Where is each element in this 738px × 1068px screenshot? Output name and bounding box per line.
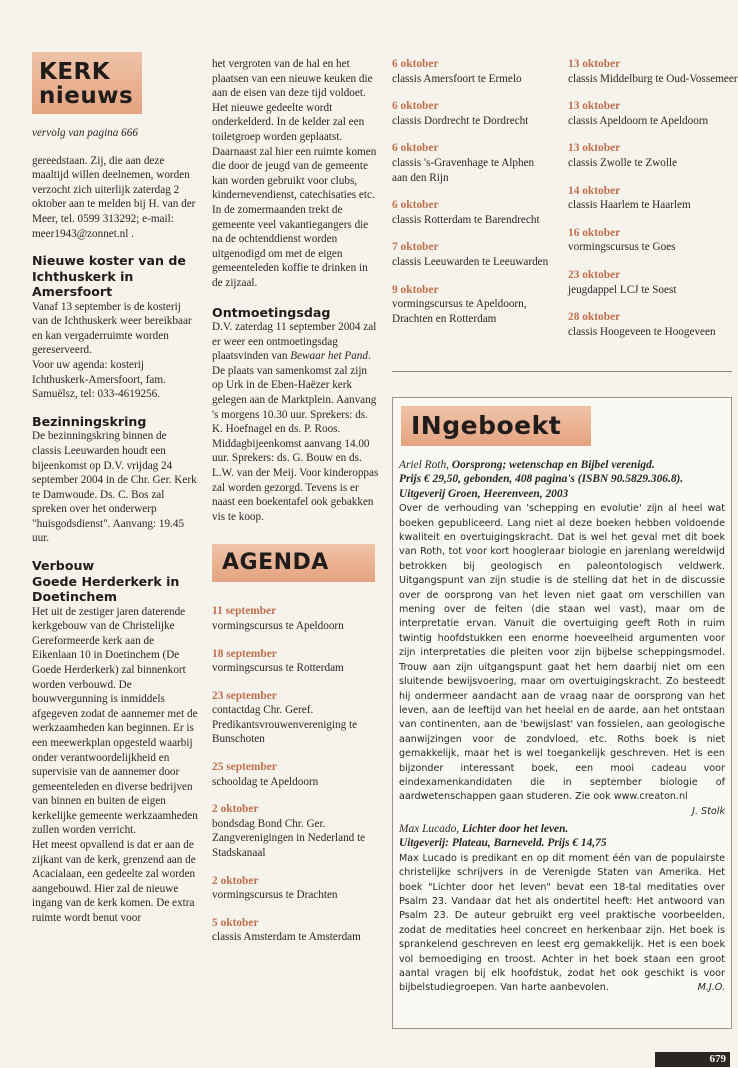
agenda-item: [568, 184, 738, 213]
agenda-date: 13 oktober: [568, 142, 621, 155]
book1-title: Oorsprong; wetenschap en Bijbel verenigd.: [451, 459, 655, 471]
book1-signature: J. Stolk: [692, 805, 725, 817]
verbouw-heading-line2: Goede Herderkerk in Doetinchem: [32, 573, 180, 605]
book1-publisher: Uitgeverij Groen, Heerenveen, 2003: [399, 487, 569, 500]
verbouw-paragraph-4: In de zomermaanden trekt de gemeente veel vakantiegangers die na de ochtenddienst worden uitgenodigd om met de eigen gemeenteleden koffie te drinken in de zijzaal.: [212, 203, 369, 289]
agenda-date: 28 oktober: [568, 311, 621, 324]
agenda-desc: classis Zwolle te Zwolle: [568, 156, 678, 169]
book1-body: Over de verhouding van 'schepping en evolutie' zijn al heel wat boeken gepubliceerd. Lang niet al deze boeken hebben voldoende kwaliteit en overtuigingskracht. Dat is wel het geval met dit boek van Roth, tot voor kort hoogleraar biologie en jarenlang wereldwijd betrokken bij geologisch en paleontologisch veldwerk. Uitgangspunt van zijn studie is de stelling dat het in de discussie over de oorsprong van het leven niet gaat om verschillen van mening over de feiten (die staan wel vast), maar om de interpretatie ervan. Vanuit die overtuiging geeft Roth in ruim twintig hoofdstukken een enorme hoeveelheid argumenten voor zijn interpretaties die pleiten voor zijn bijbelse scheppingsmodel. Trouw aan zijn uitgangspunt gaat het hem daarbij niet om een sluitende bewijsvoering, maar om overtuigingskracht. Zo besteedt hij ondermeer aandacht aan de vraag naar de oorsprong van het leven, aan de leeftijd van het heelal en de aarde, aan het ontstaan van continenten, aan de 'bewijslast' van fossielen, aan geologische aanwijzingen voor de zondvloed, etc. Roths boek is niet gemakkelijk, maar het is wel toegankelijk geschreven. Het is een bijzonder interessant boek, een mooi cadeau voor eindexamenkandidaten die in september biologie of aardwetenschappen gaan studeren. Zie ook www.creaton.nl: [399, 503, 725, 803]
agenda-desc: classis Amersfoort te Ermelo: [392, 72, 522, 85]
agenda-item: [568, 310, 738, 339]
agenda-date: 6 oktober: [392, 142, 439, 155]
column-1: [32, 52, 198, 926]
book2-meta: Uitgeverij: Plateau, Barneveld. Prijs € 14,75: [399, 837, 607, 850]
agenda-date: 2 oktober: [212, 874, 259, 887]
agenda-item: [212, 689, 380, 747]
agenda-item: [392, 141, 552, 185]
ontmoeting-italic: Bewaar het Pand: [290, 350, 368, 363]
book-review-2: [399, 822, 725, 996]
agenda-item: [568, 99, 738, 128]
agenda-desc: classis 's-Gravenhage te Alphen aan den Rijn: [392, 156, 535, 184]
agenda-item: [212, 874, 380, 903]
verbouw-heading: [32, 558, 198, 605]
book1-header: [399, 458, 725, 472]
ontmoeting-heading: Ontmoetingsdag: [212, 304, 331, 320]
agenda-date: 5 oktober: [212, 916, 259, 929]
book2-title: Lichter door het leven.: [461, 823, 569, 835]
continued-from: vervolg van pagina 666: [32, 127, 138, 139]
banner-line-kerk: KERK: [39, 59, 111, 85]
ingeboekt-banner: INgeboekt: [401, 406, 591, 446]
book-review-1: [399, 458, 725, 819]
agenda-list-col4: [568, 57, 738, 352]
agenda-date: 23 september: [212, 689, 277, 702]
agenda-desc: contactdag Chr. Geref. Predikantsvrouwenvereniging te Bunschoten: [212, 704, 358, 746]
agenda-date: 13 oktober: [568, 58, 621, 70]
agenda-item: [212, 802, 380, 860]
verbouw-paragraph-3: het vergroten van de hal en het plaatsen van een nieuwe keuken die aan de eisen van deze tijd voldoet. Het nieuwe gedeelte wordt onderkelderd. In de kelder zal een toiletgroep worden geplaatst. Daarnaast zal hier een ruimte komen die door de jeugd van de gemeente kan worden gebruikt voor clubs, kindernevendienst, catechisaties etc.: [212, 58, 377, 202]
page-number: 679: [709, 1053, 726, 1065]
page-number-bar: [655, 1052, 730, 1067]
agenda-item: [568, 268, 738, 297]
agenda-date: 16 oktober: [568, 226, 621, 239]
intro-paragraph: gereedstaan. Zij, die aan deze maaltijd willen deelnemen, worden verzocht zich uiterlijk zaterdag 2 oktober aan te melden bij H. van der Meer, tel. 0599 313292; e-mail: meer1943@zonnet.nl .: [32, 154, 196, 240]
book1-author: Ariel Roth,: [399, 459, 452, 471]
agenda-desc: classis Leeuwarden te Leeuwarden: [392, 255, 549, 268]
ingeboekt-box: [392, 397, 732, 1029]
agenda-desc: classis Rotterdam te Barendrecht: [392, 213, 540, 226]
book2-header: [399, 822, 725, 836]
agenda-desc: classis Haarlem te Haarlem: [568, 199, 691, 212]
section-divider: [392, 371, 732, 372]
verbouw-paragraph-1: Het uit de zestiger jaren daterende kerkgebouw van de Christelijke Gereformeerde kerk aan de Eikenlaan 10 in Doetinchem (De Goede Herderkerk) zal binnenkort worden verbouwd. De bouwvergunning is inmiddels afgegeven zodat de aannemer met de werkzaamheden kan beginnen. Er is een meewerkplan opgesteld waarbij onder verantwoordelijkheid en supervisie van de aannemer door gemeenteleden en diverse bedrijven van binnen en buiten de eigen kerkelijke gemeente werkzaamheden zullen worden verricht.: [32, 605, 198, 837]
agenda-date: 13 oktober: [568, 100, 621, 113]
agenda-item: [568, 141, 738, 170]
agenda-desc: classis Dordrecht te Dordrecht: [392, 114, 529, 127]
agenda-date: 6 oktober: [392, 199, 439, 212]
agenda-list-col2: [212, 604, 380, 945]
ontmoeting-text-before: D.V. zaterdag 11 september 2004 zal er weer een ontmoetingsdag plaatsvinden van: [212, 321, 377, 363]
agenda-item: [568, 57, 738, 86]
agenda-date: 11 september: [212, 605, 277, 618]
book2-signature: M.J.O.: [697, 982, 725, 994]
agenda-desc: vormingscursus te Apeldoorn, Drachten en Rotterdam: [392, 298, 527, 325]
book2-body-wrap: [399, 852, 725, 996]
agenda-date: 2 oktober: [212, 803, 259, 816]
agenda-desc: jeugdappel LCJ te Soest: [568, 283, 677, 296]
bezinning-paragraph: De bezinningskring binnen de classis Leeuwarden houdt een bijeenkomst op D.V. vrijdag 24 september 2004 in de Chr. Ger. Kerk te Damwoude. Ds. C. Bos zal spreken over het onderwerp "huisgodsdienst". Aanvang: 19.45 uur.: [32, 430, 197, 545]
agenda-desc: vormingscursus te Goes: [568, 241, 676, 254]
agenda-banner: AGENDA: [212, 544, 375, 582]
agenda-desc: schooldag te Apeldoorn: [212, 775, 319, 788]
agenda-item: [392, 283, 552, 327]
agenda-desc: vormingscursus te Drachten: [212, 889, 338, 902]
agenda-list-col3: [392, 57, 552, 339]
agenda-item: [392, 240, 552, 269]
column-2: [212, 57, 380, 958]
koster-heading: Nieuwe koster van de Ichthuskerk in Amersfoort: [32, 253, 186, 300]
ontmoeting-paragraph: [212, 320, 380, 524]
agenda-date: 25 september: [212, 761, 277, 774]
agenda-desc: vormingscursus te Rotterdam: [212, 662, 344, 675]
agenda-date: 18 september: [212, 647, 277, 660]
agenda-item: [212, 604, 380, 633]
agenda-item: [392, 99, 552, 128]
koster-paragraph-2: Voor uw agenda: kosterij Ichthuskerk-Amersfoort, fam. Samuëlsz, tel: 033-4619256.: [32, 359, 166, 401]
agenda-item: [212, 647, 380, 676]
agenda-desc: classis Amsterdam te Amsterdam: [212, 931, 361, 944]
kerk-nieuws-banner: [32, 52, 142, 114]
bezinning-heading: Bezinningskring: [32, 413, 147, 429]
agenda-date: 23 oktober: [568, 268, 621, 281]
agenda-desc: classis Apeldoorn te Apeldoorn: [568, 114, 709, 127]
verbouw-heading-line1: Verbouw: [32, 558, 95, 574]
agenda-date: 6 oktober: [392, 100, 439, 113]
agenda-item: [212, 916, 380, 945]
book2-author: Max Lucado,: [399, 823, 462, 835]
book2-body: Max Lucado is predikant en op dit moment één van de populairste christelijke schrijvers in de Verenigde Staten van Amerika. Het boek "Lichter door het leven" bevat een 18-tal meditaties over Psalm 23. Vandaar dat het als ondertitel heeft: Het antwoord van Psalm 23. De auteur gebruikt erg veel praktische voorbeelden, zodat de meditaties heel concreet en herkenbaar zijn. Het boek is sprankelend geschreven en leest erg gemakkelijk. Het is een boek vol bemoediging en troost. Achter in het boek staan een groot aantal vragen bij elk hoofdstuk, zodat het ook geschikt is voor bijbelstudiegroepen. Van harte aanbevolen.: [399, 852, 725, 994]
agenda-item: [392, 198, 552, 227]
agenda-desc: classis Hoogeveen te Hoogeveen: [568, 325, 716, 338]
agenda-date: 9 oktober: [392, 283, 439, 296]
agenda-desc: bondsdag Bond Chr. Ger. Zangverenigingen in Nederland te Stadskanaal: [212, 817, 366, 860]
agenda-item: [212, 760, 380, 789]
book1-price: Prijs € 29,50, gebonden, 408 pagina's (ISBN 90.5829.306.8).: [399, 473, 684, 486]
agenda-desc: vormingscursus te Apeldoorn: [212, 619, 344, 632]
agenda-date: 7 oktober: [392, 241, 439, 254]
verbouw-paragraph-2: Het meest opvallend is dat er aan de zijkant van de kerk, grenzend aan de Acacialaan, een gedeelte zal worden aangebouwd. Hier zal de nieuwe ingang van de kerk komen. De extra ruimte wordt benut voor: [32, 839, 196, 925]
koster-paragraph-1: Vanaf 13 september is de kosterij van de Ichthuskerk weer bereikbaar en kan vergaderruimte worden gereserveerd.: [32, 300, 192, 357]
agenda-item: [568, 226, 738, 255]
agenda-date: 14 oktober: [568, 184, 621, 197]
agenda-item: [392, 57, 552, 86]
agenda-date: 6 oktober: [392, 58, 439, 70]
ontmoeting-text-after: . De plaats van samenkomst zal zijn op Urk in de Eben-Haëzer kerk gelegen aan de Marktplein. Aanvang 's morgens 10.30 uur. Sprekers: ds. K. Hoefnagel en ds. P. Roos. Middagbijeenkomst aanvang 14.00 uur. Sprekers: ds. G. Bouw en ds. L.W. van der Meij. Voor kinderoppas zal worden gezorgd. Tevens is er naast een boekentafel ook gebakken vis te koop.: [212, 350, 379, 523]
agenda-desc: classis Middelburg te Oud-Vossemeer: [568, 72, 738, 85]
banner-line-nieuws: nieuws: [39, 83, 134, 109]
